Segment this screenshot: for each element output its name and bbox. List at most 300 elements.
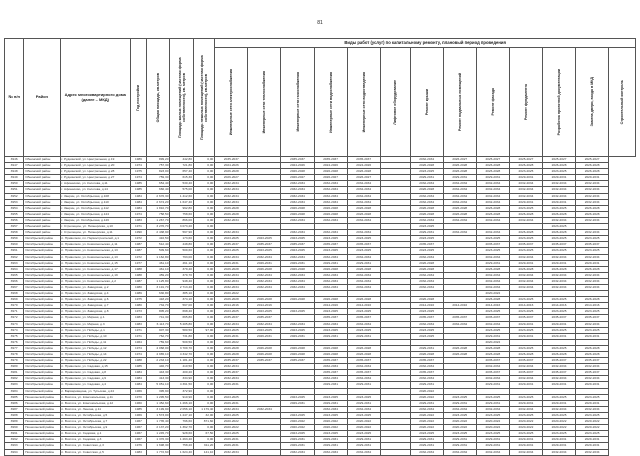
table-cell: 2035-2037 — [347, 358, 380, 364]
table-cell: 2032-2034 — [281, 230, 314, 236]
table-cell: 334,90 — [170, 376, 193, 382]
table-cell: 2032-2034 — [410, 406, 443, 412]
table-cell: 2029-2031 — [314, 382, 347, 388]
table-cell: 3964 — [5, 266, 24, 272]
table-cell: 2032-2034 — [347, 181, 380, 187]
table-cell: 1 624,40 — [170, 449, 193, 455]
table-cell: 448,80 — [170, 242, 193, 248]
table-cell: 2032-2034 — [443, 406, 476, 412]
table-cell: 3961 — [5, 248, 24, 254]
table-cell: 3950 — [5, 181, 24, 187]
table-cell: 1987 — [130, 278, 146, 284]
table-cell — [380, 449, 410, 455]
table-cell: 3977 — [5, 345, 24, 351]
table-cell: 2020-2022 — [215, 291, 248, 297]
page-number: 81 — [317, 20, 323, 26]
column-header-label: Инженерные сети электроснабжения — [229, 68, 234, 136]
table-cell: 3947 — [5, 163, 24, 169]
table-cell: Октябрьский район — [24, 358, 60, 364]
table-cell: 2032-2034 — [543, 278, 576, 284]
table-cell: 2035-2037 — [576, 370, 609, 376]
table-cell: 1 295,50 — [146, 394, 169, 400]
table-cell: 2026-2028 — [281, 352, 314, 358]
table-cell: 2032-2034 — [314, 406, 347, 412]
table-cell: 2032-2034 — [347, 199, 380, 205]
table-cell: 2025-2027 — [543, 157, 576, 163]
column-header-label: Замена двери, входа в МКД — [590, 77, 595, 127]
table-cell: 2026-2028 — [410, 297, 443, 303]
table-cell: 666,40 — [146, 187, 169, 193]
table-cell: 2032-2034 — [347, 230, 380, 236]
table-cell: 3987 — [5, 406, 24, 412]
table-cell: 2025-2027 — [576, 157, 609, 163]
table-cell: 0,00 — [193, 303, 214, 309]
table-cell: 1974 — [130, 175, 146, 181]
table-cell: 866,00 — [170, 217, 193, 223]
table-cell: 2035-2037 — [215, 242, 248, 248]
table-cell: 32,00 — [193, 412, 214, 418]
table-cell: Обнинский район — [24, 181, 60, 187]
table-cell: 2026-2028 — [347, 169, 380, 175]
table-cell: 2026-2028 — [347, 266, 380, 272]
table-cell: 2023-2025 — [509, 345, 542, 351]
table-cell: п. Приволжск, ул. Победы, д.11 — [60, 339, 130, 345]
table-cell: 2026-2028 — [476, 205, 509, 211]
table-cell: 823,00 — [146, 169, 169, 175]
table-cell: 512,40 — [146, 242, 169, 248]
table-cell: 2023-2025 — [248, 236, 281, 242]
column-header — [410, 48, 443, 157]
table-cell: 1964 — [130, 339, 146, 345]
table-cell: 2032-2034 — [215, 217, 248, 223]
table-cell: 2023-2025 — [314, 248, 347, 254]
table-cell: 2032-2034 — [281, 284, 314, 290]
table-cell: 2032-2034 — [476, 406, 509, 412]
table-cell: 0,00 — [193, 437, 214, 443]
table-cell: 2032-2034 — [543, 187, 576, 193]
table-cell: 2029-2031 — [543, 321, 576, 327]
table-cell: 2035-2037 — [248, 315, 281, 321]
table-cell: 3 191,70 — [146, 284, 169, 290]
column-header — [509, 48, 542, 157]
table-cell: 0,00 — [193, 157, 214, 163]
table-cell: 2023-2025 — [281, 248, 314, 254]
table-cell: 459,20 — [146, 272, 169, 278]
table-cell: 2032-2034 — [347, 321, 380, 327]
table-cell: 2020-2022 — [410, 412, 443, 418]
table-cell: п. Приволжск, ул. Мирная, д.1 — [60, 315, 130, 321]
table-cell: 2032-2034 — [281, 321, 314, 327]
table-cell: 2032-2034 — [543, 406, 576, 412]
table-cell: 2035-2037 — [509, 315, 542, 321]
table-cell: 2023-2025 — [509, 236, 542, 242]
table-cell: 1970 — [130, 394, 146, 400]
table-cell: 2026-2028 — [314, 297, 347, 303]
table-cell: 2026-2028 — [281, 169, 314, 175]
table-cell: 0,00 — [193, 358, 214, 364]
table-cell: 2023-2025 — [476, 309, 509, 315]
table-cell: 2026-2028 — [476, 266, 509, 272]
table-cell: 3946 — [5, 157, 24, 163]
table-cell: 0,00 — [193, 291, 214, 297]
table-cell: 5 051,10 — [146, 382, 169, 388]
table-cell: 2023-2025 — [443, 394, 476, 400]
table-cell: 2020-2022 — [543, 425, 576, 431]
table-cell: 2032-2034 — [443, 449, 476, 455]
table-cell: 2014-2016 — [410, 303, 443, 309]
table-cell: 461,10 — [146, 260, 169, 266]
table-cell: Обнинский район — [24, 230, 60, 236]
table-cell: 461,10 — [170, 260, 193, 266]
table-cell: 2029-2031 — [215, 260, 248, 266]
table-cell: 3 276,70 — [146, 224, 169, 230]
table-cell: 2023-2025 — [281, 412, 314, 418]
table-cell: 2020-2022 — [443, 425, 476, 431]
table-cell: 2020-2022 — [476, 419, 509, 425]
table-cell: 2023-2025 — [543, 224, 576, 230]
table-cell: 2026-2028 — [509, 230, 542, 236]
table-cell: 2032-2034 — [215, 278, 248, 284]
table-cell: 2032-2034 — [314, 187, 347, 193]
table-cell: 2026-2028 — [509, 163, 542, 169]
table-cell: 1 412,60 — [170, 193, 193, 199]
table-cell: 2029-2031 — [576, 400, 609, 406]
table-cell: 2029-2031 — [509, 333, 542, 339]
table-cell: 3968 — [5, 291, 24, 297]
table-cell: 2035-2037 — [347, 157, 380, 163]
table-cell: 2032-2034 — [347, 272, 380, 278]
table-cell: 2020-2022 — [281, 425, 314, 431]
table-cell: 2029-2031 — [509, 199, 542, 205]
table-cell: 0,00 — [193, 394, 214, 400]
table-cell: 2023-2025 — [215, 412, 248, 418]
table-cell: 2032-2034 — [281, 187, 314, 193]
table-cell: 2023-2025 — [509, 394, 542, 400]
table-cell: 2026-2028 — [543, 230, 576, 236]
table-cell: Октябрьский район — [24, 333, 60, 339]
column-header-label: Ремонт фундамента — [523, 83, 528, 121]
table-cell: 2 713,40 — [170, 284, 193, 290]
table-cell: 385,10 — [170, 291, 193, 297]
table-cell: п. Вохтога, ул. Октябрьская, д.9 — [60, 425, 130, 431]
table-cell: 654,40 — [146, 181, 169, 187]
table-cell: 2029-2031 — [543, 175, 576, 181]
column-header-label: Разработка проектной документации — [557, 68, 562, 136]
table-cell: 2023-2025 — [543, 169, 576, 175]
table-cell: 2023-2025 — [215, 394, 248, 400]
table-cell: 0,00 — [193, 254, 214, 260]
table-cell: 2035-2037 — [215, 315, 248, 321]
table-cell: 2026-2028 — [347, 297, 380, 303]
table-cell: п. Приволжск, ул. Победы, д.22 — [60, 358, 130, 364]
table-cell: 2023-2025 — [543, 327, 576, 333]
table-cell: 1 362,70 — [170, 425, 193, 431]
table-cell: 2026-2028 — [543, 266, 576, 272]
table-row — [5, 449, 636, 455]
table-cell: 2026-2028 — [576, 266, 609, 272]
table-cell: 442,80 — [170, 157, 193, 163]
table-cell: 2023-2025 — [248, 309, 281, 315]
table-cell: 2023-2025 — [509, 248, 542, 254]
table-cell: 2035-2037 — [543, 358, 576, 364]
table-cell: 2032-2034 — [410, 254, 443, 260]
table-cell: 2020-2022 — [347, 419, 380, 425]
table-cell: 413,30 — [146, 376, 169, 382]
table-cell: п. Вохтога, ул. Советская, д.3 — [60, 443, 130, 449]
table-cell: Октябрьский район — [24, 236, 60, 242]
table-cell: 2020-2022 — [410, 388, 443, 394]
table-cell: 2020-2022 — [347, 425, 380, 431]
table-cell: Октябрьский район — [24, 260, 60, 266]
table-cell: г. Руднянский, ул. Центральная, д.19 — [60, 157, 130, 163]
table-cell: 1985 — [130, 187, 146, 193]
table-cell: 2029-2031 — [248, 333, 281, 339]
table-cell: 1967 — [130, 419, 146, 425]
table-cell: 2032-2034 — [410, 217, 443, 223]
table-cell: п. Вохтога, ул. Октябрьская, д.7 — [60, 419, 130, 425]
table-cell: 1960 — [130, 400, 146, 406]
table-cell: 2020-2022 — [281, 419, 314, 425]
table-cell: 0,00 — [193, 163, 214, 169]
table-cell: 2035-2037 — [215, 358, 248, 364]
table-cell: 2026-2028 — [248, 297, 281, 303]
table-cell: 2032-2034 — [476, 217, 509, 223]
table-cell: 2026-2028 — [248, 345, 281, 351]
table-cell: п. Приволжск, ул. Победы, д.14 — [60, 352, 130, 358]
table-cell: 992,80 — [170, 205, 193, 211]
table-cell: 0,00 — [193, 266, 214, 272]
table-cell: 758,20 — [170, 443, 193, 449]
column-header: Адрес многоквартирного дома (далее – МКД) — [60, 39, 130, 157]
table-cell: 2024-2026 — [281, 163, 314, 169]
table-cell: 2023-2025 — [248, 327, 281, 333]
table-cell: 1983 — [130, 321, 146, 327]
table-cell: 2029-2031 — [215, 443, 248, 449]
table-cell: Октябрьский район — [24, 303, 60, 309]
table-cell: 2024-2026 — [347, 163, 380, 169]
table-cell: 1989 — [130, 291, 146, 297]
table-cell: 2035-2037 — [476, 358, 509, 364]
table-cell: 0,00 — [193, 315, 214, 321]
table-cell: 2023-2025 — [314, 309, 347, 315]
table-cell: 2023-2025 — [443, 412, 476, 418]
column-header-label: Инженерные сети теплоснабжения — [262, 70, 267, 134]
table-cell: Пошехонский район — [24, 406, 60, 412]
table-cell: 2023-2025 — [476, 248, 509, 254]
table-cell: 4 391,50 — [170, 382, 193, 388]
table-cell: 1 125,80 — [146, 278, 169, 284]
table-cell: 0,00 — [193, 205, 214, 211]
table-cell: 2026-2028 — [509, 352, 542, 358]
table-cell: 2023-2025 — [476, 394, 509, 400]
table-cell: 2026-2028 — [215, 297, 248, 303]
table-cell: 2023-2025 — [443, 431, 476, 437]
table-cell: 2026-2028 — [347, 211, 380, 217]
table-cell: 3958 — [5, 230, 24, 236]
table-cell: 2029-2031 — [576, 382, 609, 388]
table-cell: 2035-2037 — [476, 315, 509, 321]
table-cell: 3 073,20 — [170, 224, 193, 230]
table-cell: 2029-2031 — [476, 333, 509, 339]
table-cell: г. Зверин, ул. Октябрьская, д.126 — [60, 217, 130, 223]
table-cell: 1976 — [130, 443, 146, 449]
table-cell: 2032-2034 — [576, 364, 609, 370]
table-cell: 2035-2037 — [215, 370, 248, 376]
capital-repair-table-container — [4, 38, 636, 456]
column-header — [609, 48, 636, 157]
table-cell: Обнинский район — [24, 193, 60, 199]
table-cell: 2026-2028 — [248, 352, 281, 358]
table-cell: 2032-2034 — [410, 193, 443, 199]
table-cell: 0,00 — [193, 193, 214, 199]
table-cell: 3965 — [5, 272, 24, 278]
table-cell: 2026-2028 — [281, 266, 314, 272]
table-cell: 2035-2037 — [576, 242, 609, 248]
table-cell: 2032-2034 — [281, 254, 314, 260]
table-cell: 2023-2025 — [509, 412, 542, 418]
table-cell: 1967 — [130, 431, 146, 437]
table-cell: 0,00 — [193, 260, 214, 266]
table-cell: 741,30 — [146, 315, 169, 321]
table-cell: п. Приволжск, ул. Комсомольская, д.11 — [60, 242, 130, 248]
table-cell: 2035-2037 — [543, 370, 576, 376]
table-cell: 2032-2034 — [443, 187, 476, 193]
capital-repair-table — [4, 38, 636, 456]
table-cell: 2032-2034 — [314, 272, 347, 278]
table-cell: 1988 — [130, 358, 146, 364]
table-cell: г. Зверин, ул. Октябрьская, д.108 — [60, 193, 130, 199]
table-cell: 3989 — [5, 419, 24, 425]
table-cell: 2023-2025 — [215, 248, 248, 254]
table-cell: п. Приволжск, ул. Победы, д.1 — [60, 327, 130, 333]
table-cell: 2020-2022 — [410, 425, 443, 431]
table-cell: 2020-2022 — [476, 291, 509, 297]
table-cell: 2029-2031 — [476, 260, 509, 266]
table-cell: п. Вохтога, ул. Комсомольская, д.12 — [60, 400, 130, 406]
table-cell: 2023-2025 — [543, 345, 576, 351]
table-cell: 2020-2022 — [314, 425, 347, 431]
table-cell: Пошехонский район — [24, 431, 60, 437]
table-cell: 2023-2025 — [476, 431, 509, 437]
table-cell: 2035-2037 — [509, 242, 542, 248]
table-cell: 2026-2028 — [509, 211, 542, 217]
table-cell: 2026-2028 — [543, 211, 576, 217]
table-cell: 2032-2034 — [543, 254, 576, 260]
table-cell: 1980 — [130, 303, 146, 309]
table-cell: 0,00 — [193, 333, 214, 339]
table-cell: 2026-2028 — [314, 205, 347, 211]
table-cell: 443,30 — [146, 370, 169, 376]
table-cell: 2023-2025 — [576, 412, 609, 418]
column-header-label: Площадь жилых помещений (частная форма собственности), кв. метров — [177, 57, 186, 138]
table-cell: 2032-2034 — [476, 376, 509, 382]
table-cell: 2 438,90 — [146, 230, 169, 236]
table-cell: Обнинский район — [24, 217, 60, 223]
table-cell: 1971 — [130, 333, 146, 339]
table-cell: 2029-2031 — [347, 437, 380, 443]
table-cell: 2032-2034 — [281, 217, 314, 223]
table-cell: Октябрьский район — [24, 339, 60, 345]
table-cell: 1975 — [130, 297, 146, 303]
table-cell: 1972 — [130, 254, 146, 260]
table-cell: 2032-2034 — [509, 278, 542, 284]
table-cell: 2032-2034 — [281, 193, 314, 199]
table-cell: 0,00 — [193, 187, 214, 193]
table-cell: п. Приволжск, пл. Первостроителей, д.1 — [60, 236, 130, 242]
table-cell: 2020-2022 — [543, 419, 576, 425]
table-cell: 2029-2031 — [314, 400, 347, 406]
table-cell: 141,10 — [193, 449, 214, 455]
table-cell: 2032-2034 — [347, 278, 380, 284]
table-cell: Октябрьский район — [24, 364, 60, 370]
table-cell: 2032-2034 — [215, 193, 248, 199]
table-cell: 3990 — [5, 425, 24, 431]
table-cell: 2032-2034 — [314, 230, 347, 236]
table-cell: 2023-2025 — [543, 394, 576, 400]
table-cell: 948,40 — [170, 278, 193, 284]
table-cell: 2032-2034 — [543, 449, 576, 455]
table-cell: 805,20 — [146, 309, 169, 315]
table-cell: 2032-2034 — [410, 449, 443, 455]
table-cell: 2032-2034 — [281, 272, 314, 278]
table-cell: 2032-2034 — [347, 406, 380, 412]
table-cell: Октябрьский район — [24, 297, 60, 303]
table-cell: 2023-2025 — [347, 248, 380, 254]
table-cell: 2029-2031 — [476, 437, 509, 443]
table-cell: 2032-2034 — [410, 278, 443, 284]
column-header — [130, 39, 146, 157]
table-cell: 2023-2025 — [410, 333, 443, 339]
table-cell: Обнинский район — [24, 175, 60, 181]
table-cell: г. Зверин, ул. Октябрьская, д.124 — [60, 211, 130, 217]
table-cell: 0,00 — [193, 284, 214, 290]
table-cell: г. Зверин, ул. Октябрьская, д.110 — [60, 199, 130, 205]
table-cell: 2023-2025 — [410, 327, 443, 333]
table-cell: 0,00 — [193, 181, 214, 187]
table-cell: 0,00 — [193, 297, 214, 303]
table-cell: 2032-2034 — [509, 193, 542, 199]
table-cell: 2035-2037 — [410, 358, 443, 364]
column-header-label: Год постройки — [136, 84, 141, 111]
table-cell: 2035-2037 — [281, 358, 314, 364]
column-header — [380, 48, 410, 157]
table-cell: 2029-2031 — [314, 443, 347, 449]
table-cell: 2020-2022 — [476, 339, 509, 345]
table-cell: 2026-2028 — [314, 352, 347, 358]
table-cell: 2035-2037 — [314, 242, 347, 248]
table-cell: 4 068,00 — [146, 345, 169, 351]
table-cell: 2029-2031 — [347, 260, 380, 266]
table-cell: 1971 — [130, 224, 146, 230]
table-cell: Октябрьский район — [24, 388, 60, 394]
table-cell: 2029-2031 — [347, 333, 380, 339]
table-cell: 2029-2031 — [443, 443, 476, 449]
table-cell: 2032-2034 — [215, 406, 248, 412]
table-cell: 1 573,00 — [146, 412, 169, 418]
table-cell: 2023-2025 — [576, 248, 609, 254]
table-cell: 580,50 — [170, 327, 193, 333]
table-cell: 758,50 — [146, 211, 169, 217]
table-cell: 2026-2027 — [314, 175, 347, 181]
table-cell: 2035-2037 — [476, 242, 509, 248]
table-cell: 2032-2034 — [443, 230, 476, 236]
table-cell: Обнинский район — [24, 169, 60, 175]
table-cell: 67,50 — [193, 431, 214, 437]
table-cell: 2014-2016 — [543, 303, 576, 309]
table-cell: 2026-2028 — [443, 345, 476, 351]
table-cell: 2026-2028 — [576, 163, 609, 169]
column-header — [281, 48, 314, 157]
